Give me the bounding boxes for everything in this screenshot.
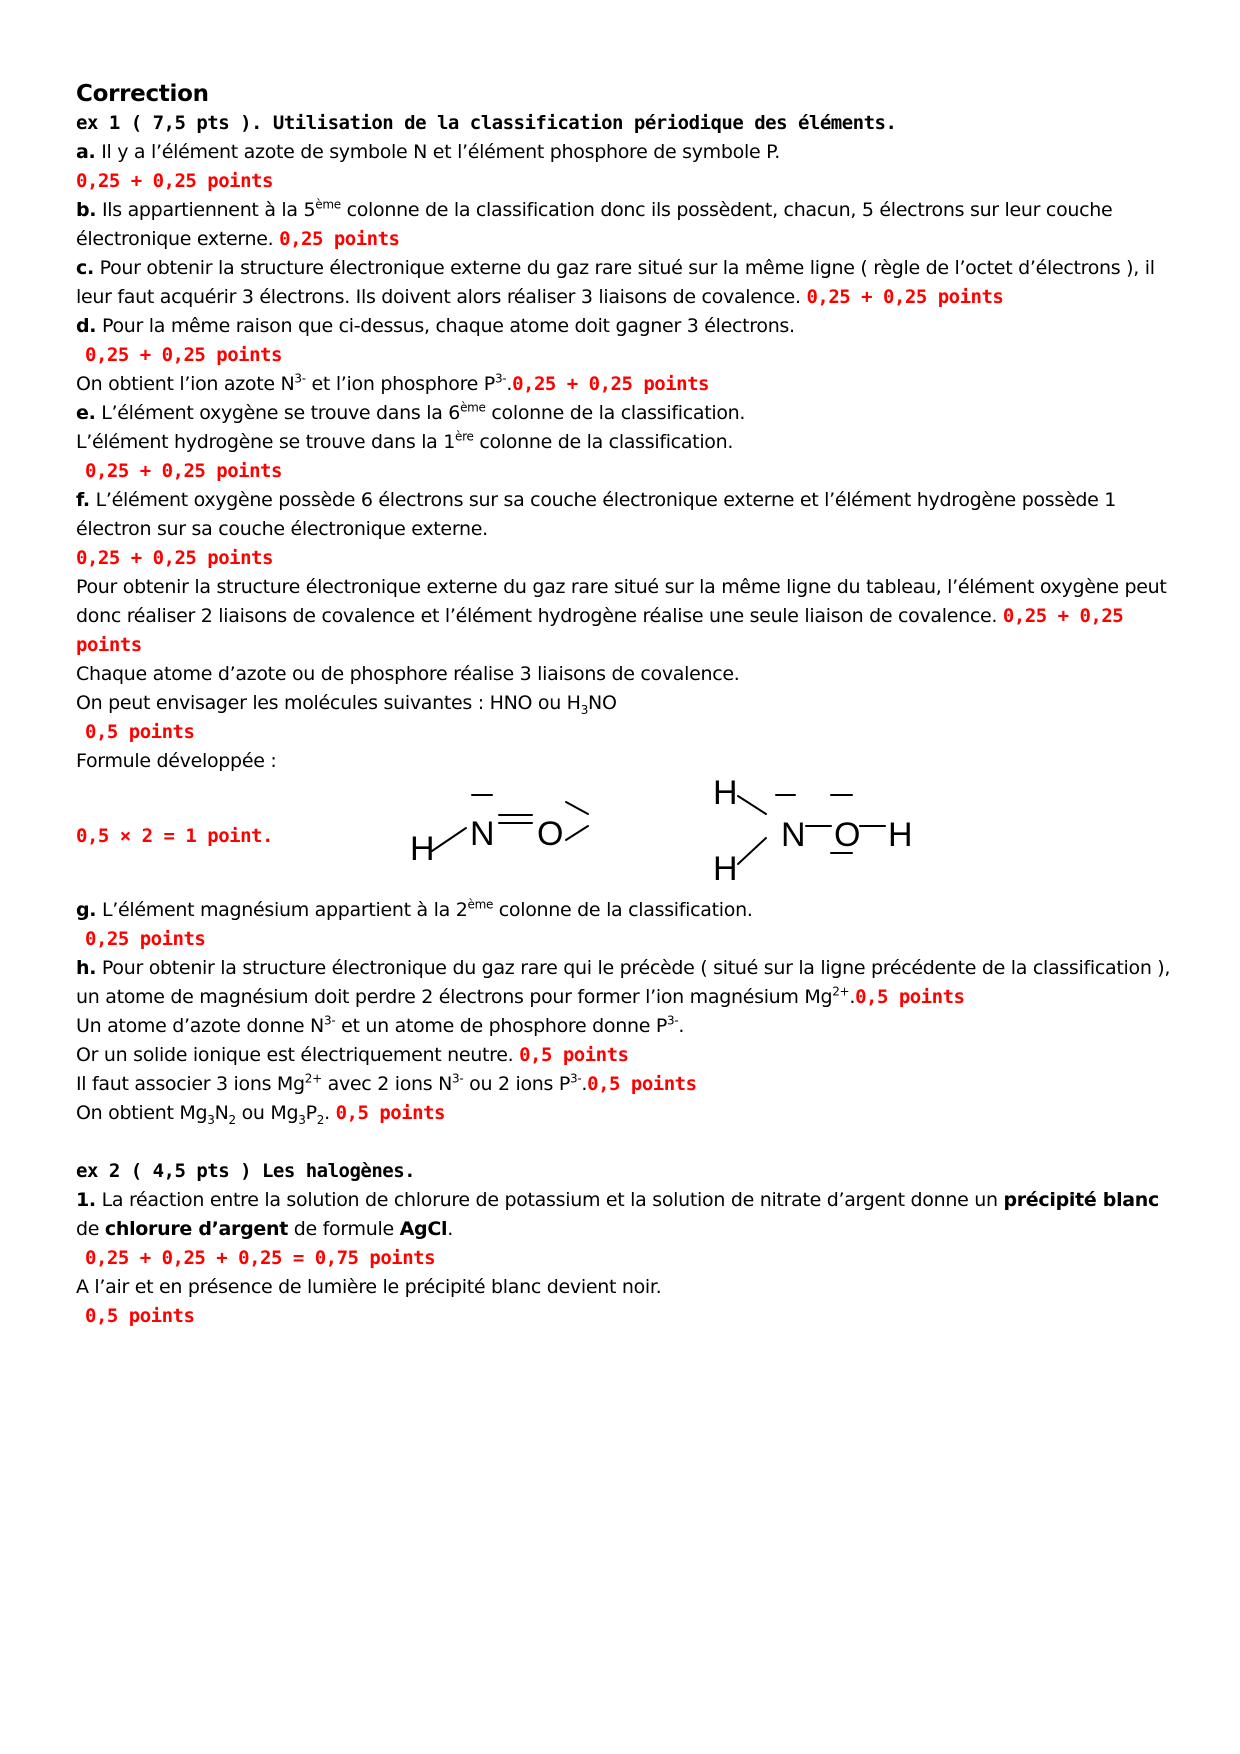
answer-f4: On peut envisager les molécules suivantes : HNO ou $H_3NO$ — [76, 692, 617, 717]
structural-formulas — [76, 776, 1171, 896]
answer-b: b. Ils appartiennent à la 5ème colonne de la classification donc ils possèdent, chacun, 5 électrons sur leur couche électronique externe. 0,25 points — [76, 197, 1113, 250]
answer-ex2-1b: A l’air et en présence de lumière le précipité blanc devient noir. — [76, 1276, 662, 1298]
answer-g: g. L’élément magnésium appartient à la 2ème colonne de la classification. — [76, 897, 753, 921]
mol1-h: H — [410, 830, 435, 868]
points-f: 0,25 + 0,25 points — [76, 547, 273, 569]
points-d: 0,25 + 0,25 points — [85, 344, 282, 366]
answer-f: f. L’élément oxygène possède 6 électrons sur sa couche électronique externe et l’élément hydrogène possède 1 électron sur sa couche électronique externe. — [76, 489, 1117, 540]
points-a: 0,25 + 0,25 points — [76, 170, 273, 192]
points-h: 0,5 points — [855, 986, 965, 1008]
points-h5: 0,5 points — [335, 1102, 445, 1124]
answer-h: h. Pour obtenir la structure électronique du gaz rare qui le précède ( situé sur la ligne précédente de la classification ), un atome de magnésium doit perdre 2 électrons pour former l’ion magnésium $Mg^{2+}.0,5$ points — [76, 957, 1171, 1008]
mol1-lonepair-o2 — [566, 826, 588, 840]
mol2-bond-h1n — [738, 796, 766, 814]
points-h4: 0,5 points — [587, 1073, 697, 1095]
answer-h5: On obtient $Mg_3N_2$ ou $Mg_3P_2$. 0,5 points — [76, 1102, 445, 1127]
formula-label: Formule développée : — [76, 750, 277, 772]
answer-c: c. Pour obtenir la structure électronique externe du gaz rare situé sur la même ligne ( règle de l’octet d’électrons ), il leur faut acquérir 3 électrons. Ils doivent alors réaliser 3 liaisons de covalence. 0,25 + 0,25 points — [76, 257, 1155, 308]
points-f4: 0,5 points — [85, 721, 195, 743]
points-ex2-1b: 0,5 points — [85, 1305, 195, 1327]
section-gap — [76, 1128, 1171, 1157]
mol2-h3: H — [888, 816, 913, 854]
points-b: 0,25 points — [279, 228, 400, 250]
ex1-heading: ex 1 ( 7,5 pts ). Utilisation de la classification périodique des éléments. — [76, 112, 897, 134]
answer-h4: Il faut associer 3 ions $Mg^{2+}$ avec 2 ions $N^{3-}$ ou 2 ions $P^{3-}.0,5$ points — [76, 1071, 697, 1095]
answer-f3: Chaque atome d’azote ou de phosphore réalise 3 liaisons de covalence. — [76, 663, 740, 685]
points-e: 0,25 + 0,25 points — [85, 460, 282, 482]
points-ex2-1: 0,25 + 0,25 + 0,25 = 0,75 points — [85, 1247, 436, 1269]
points-h3: 0,5 points — [519, 1044, 629, 1066]
correction-content — [76, 79, 1171, 1331]
points-c: 0,25 + 0,25 points — [806, 286, 1004, 308]
answer-d: d. Pour la même raison que ci-dessus, chaque atome doit gagner 3 électrons. — [76, 315, 795, 337]
points-formula: 0,5 × 2 = 1 point. — [76, 825, 273, 847]
answer-ions: On obtient l’ion azote $N^{3-}$ et l’ion phosphore $P^{3-}.0,25 + 0,25$ points — [76, 371, 709, 395]
answer-h3: Or un solide ionique est électriquement neutre. 0,5 points — [76, 1044, 629, 1066]
mol1-bond-hn — [432, 828, 466, 851]
mol1-n: N — [470, 815, 495, 853]
answer-a: a. Il y a l’élément azote de symbole N et l’élément phosphore de symbole P. — [76, 141, 781, 163]
points-f2: 0,25 + 0,25 points — [76, 605, 1124, 656]
points-ions: 0,25 + 0,25 points — [512, 373, 709, 395]
mol2-o: O — [834, 816, 861, 854]
mol1-o: O — [537, 815, 564, 853]
ex2-heading: ex 2 ( 4,5 pts ) Les halogènes. — [76, 1160, 416, 1182]
mol1-lonepair-o1 — [566, 802, 588, 814]
answer-f2: Pour obtenir la structure électronique externe du gaz rare situé sur la même ligne du tableau, l’élément oxygène peut donc réaliser 2 liaisons de covalence et l’élément hydrogène réalise une seule liaison de covalence. 0,25 + 0,25 points — [76, 576, 1167, 656]
mol2-bond-h2n — [738, 838, 766, 864]
mol2-h2: H — [713, 850, 738, 888]
answer-ex2-1: 1. La réaction entre la solution de chlorure de potassium et la solution de nitrate d’argent donne un précipité blanc de chlorure d’argent de formule AgCl. — [76, 1189, 1159, 1240]
page-title: Correction — [76, 81, 209, 107]
answer-e: e. L’élément oxygène se trouve dans la 6ème colonne de la classification. — [76, 400, 746, 424]
mol2-n: N — [781, 816, 806, 854]
molecule-diagram — [76, 776, 1171, 896]
mol2-h1: H — [713, 774, 738, 812]
answer-e2: L’élément hydrogène se trouve dans la 1ère colonne de la classification. — [76, 429, 734, 453]
answer-h2: Un atome d’azote donne $N^{3-}$ et un atome de phosphore donne $P^{3-}$. — [76, 1013, 685, 1037]
points-g: 0,25 points — [85, 928, 206, 950]
